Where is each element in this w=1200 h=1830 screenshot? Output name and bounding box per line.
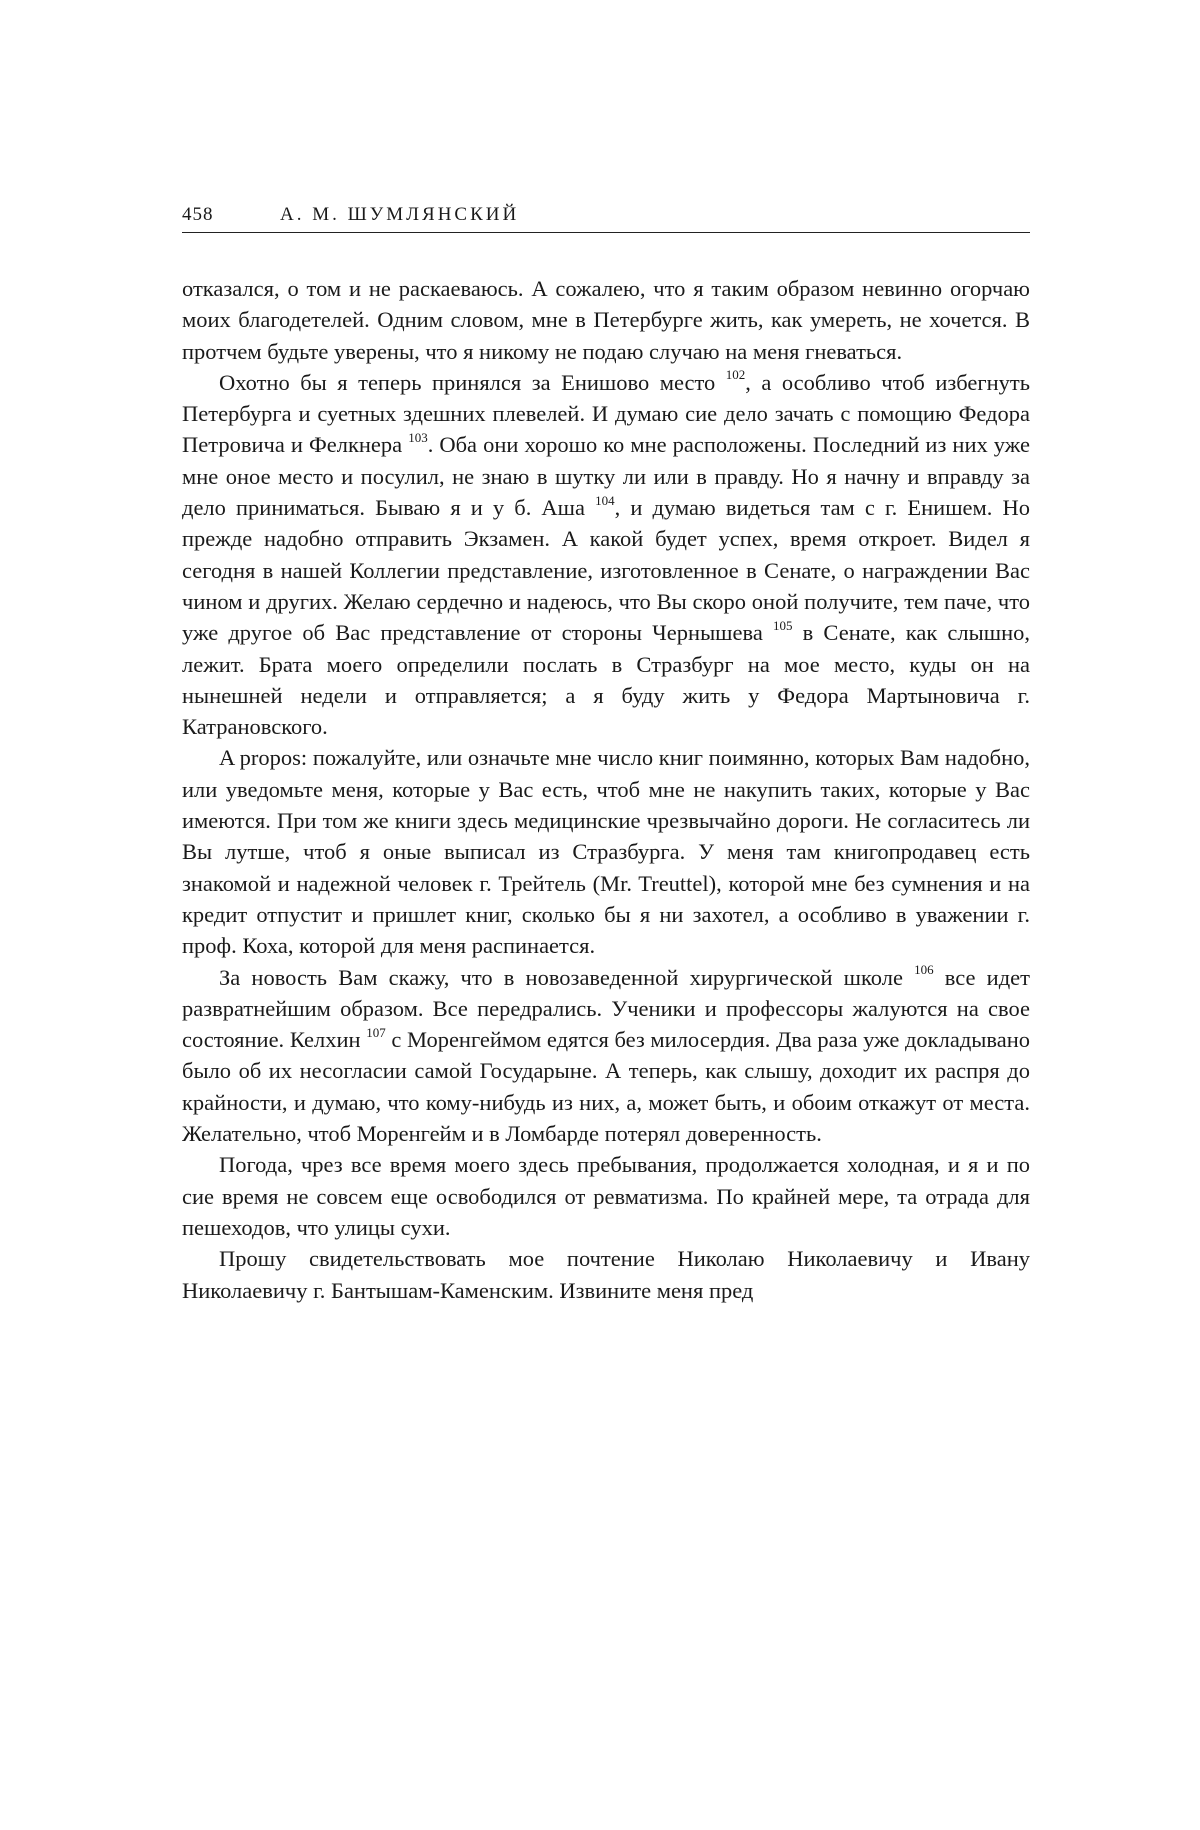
text-run: отказался, о том и не раскаеваюсь. А сожалею, что я таким образом невинно огорчаю моих благодетелей. Одним словом, мне в Петербурге жить, как умереть, не хочется. В протчем будьте уверены, что я никому не подаю случаю на меня гневаться. [182, 276, 1030, 364]
text-run: в Сенате, как слышно, лежит. Брата моего определили послать в Стразбург на мое место, куды он на нынешней недели и отправляется; а я буду жить у Федора Мартыновича г. Катрановского. [182, 620, 1030, 740]
paragraph [182, 742, 1030, 961]
text-run: Охотно бы я теперь принялся за Енишово место [219, 369, 726, 395]
footnote-ref: 102 [725, 367, 746, 383]
body-text [182, 273, 1030, 1306]
text-run: A propos: пожалуйте, или означьте мне число книг поимянно, которых Вам надобно, или уведомьте меня, которые у Вас есть, чтоб мне не накупить таких, которые у Вас имеются. При том же книги здесь медицинские чрезвычайно дороги. Не согласитесь ли Вы лутше, чтоб я оные выписал из Стразбурга. У меня там книгопродавец есть знакомой и надежной человек г. Трейтель (Mr. Treuttel), которой мне без сумнения и на кредит отпустит и пришлет книг, сколько бы я ни захотел, а особливо в уважении г. проф. Коха, которой для меня распинается. [182, 745, 1030, 959]
running-title: А. М. ШУМЛЯНСКИЙ [280, 204, 520, 225]
text-run: все идет развратнейшим образом. Все передрались. Ученики и профессоры жалуются на свое состояние. Келхин [182, 964, 1030, 1053]
text-run: с Моренгеймом едятся без милосердия. Два раза уже докладывано было об их несогласии самой Государыне. А теперь, как слышу, доходит их распря до крайности, и думаю, что кому-нибудь из них, а, может быть, и обоим откажут от места. Желательно, чтоб Моренгейм и в Ломбарде потерял доверенность. [182, 1027, 1031, 1147]
text-run: . Оба они хорошо ко мне расположены. Последний из них уже мне оное место и посулил, не знаю в шутку ли или в правду. Но я начну и вправду за дело приниматься. Бываю я и у б. Аша [182, 432, 1030, 521]
book-page [182, 202, 1030, 1306]
running-head [182, 202, 1030, 233]
text-run: За новость Вам скажу, что в новозаведенной хирургической школе [219, 964, 915, 990]
page-number: 458 [182, 204, 214, 225]
text-run: Прошу свидетельствовать мое почтение Николаю Николаевичу и Ивану Николаевичу г. Бантышам-Каменским. Извините меня пред [182, 1246, 1030, 1303]
paragraph [182, 1149, 1030, 1243]
footnote-ref: 106 [914, 962, 934, 978]
paragraph [182, 1243, 1030, 1306]
text-run: Погода, чрез все время моего здесь пребывания, продолжается холодная, и я и по сие время не совсем еще освободился от ревматизма. По крайней мере, та отрада для пешеходов, что улицы сухи. [182, 1152, 1030, 1240]
paragraph [182, 367, 1030, 743]
paragraph [182, 962, 1030, 1150]
footnote-ref: 107 [366, 1024, 386, 1040]
text-run: , а особливо чтоб избегнуть Петербурга и суетных здешних плевелей. И думаю сие дело зачать с помощию Федора Петровича и Фелкнера [182, 369, 1030, 458]
footnote-ref: 105 [772, 617, 793, 633]
footnote-ref: 103 [408, 429, 428, 445]
paragraph [182, 273, 1030, 367]
text-run: , и думаю видеться там с г. Енишем. Но прежде надобно отправить Экзамен. А какой будет успех, время откроет. Видел я сегодня в нашей Коллегии представление, изготовленное в Сенате, о награждении Вас чином и других. Желаю сердечно и надеюсь, что Вы скоро оной получите, тем паче, что уже другое об Вас представление от стороны Чернышева [182, 495, 1030, 646]
footnote-ref: 104 [595, 492, 615, 508]
